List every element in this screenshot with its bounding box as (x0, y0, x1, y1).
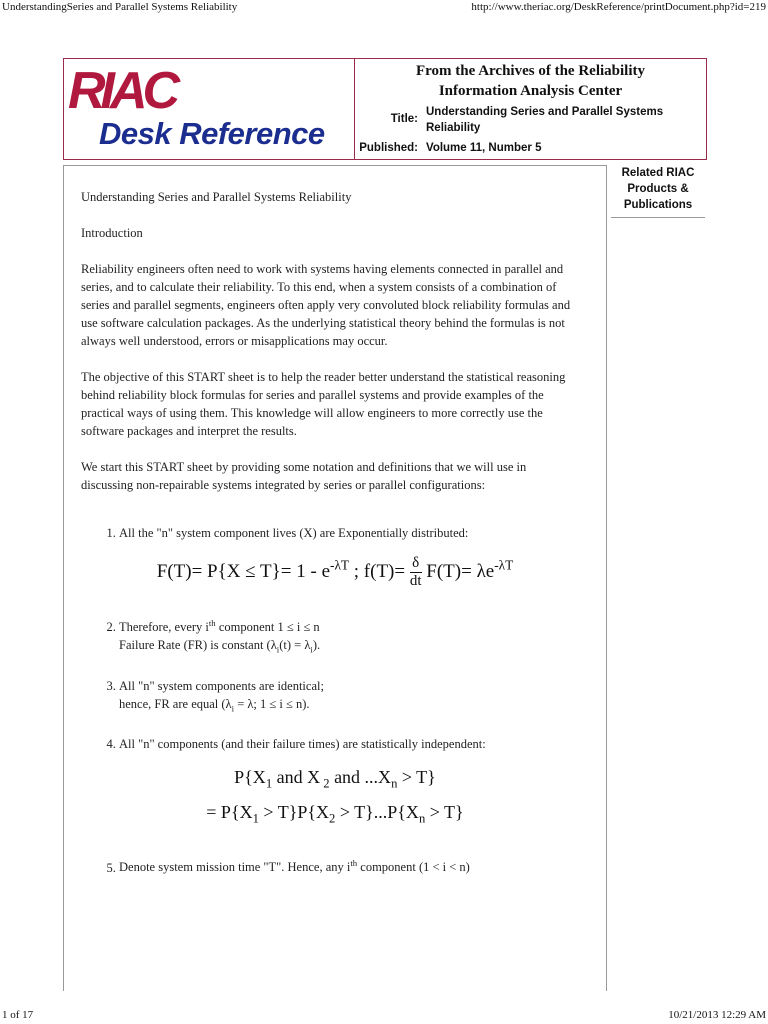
paragraph-1: Reliability engineers often need to work with systems having elements connected in parallel and series, and to calculate their reliability. To this end, when a system consists of a combination of series and parallel segments, engineers often apply very convoluted block reliability formulas and use software calculation packages. As the underlying statistical theory behind the formulas is not always well understood, errors or misapplications may occur. (81, 262, 571, 348)
title-value: Understanding Series and Parallel Systems Reliability (426, 106, 664, 134)
print-header-title: UnderstandingSeries and Parallel Systems Reliability (2, 1, 238, 13)
definitions-list (81, 524, 581, 877)
paragraph-2: The objective of this START sheet is to help the reader better understand the statistical reasoning behind reliability block formulas for series and parallel systems and provide examples of the practical ways of using them. This knowledge will allow engineers to more correctly use the software packages and interpret the results. (81, 370, 566, 438)
banner-info (355, 59, 706, 159)
document-body (81, 188, 581, 895)
related-products-link[interactable]: Related RIAC Products & Publications (611, 165, 705, 218)
logo-riac-text: RIAC (68, 62, 176, 120)
paragraph-3: We start this START sheet by providing some notation and definitions that we will use in discussing non-repairable systems integrated by series or parallel configurations: (81, 460, 527, 492)
print-footer (0, 1008, 768, 1024)
published-value: Volume 11, Number 5 (426, 142, 542, 154)
published-label: Published: (359, 142, 418, 154)
banner (63, 58, 707, 160)
introduction-heading: Introduction (81, 226, 143, 240)
list-item: 5. Denote system mission time "T". Hence, any $i^{th}$ component (1 < i < n) (119, 854, 581, 876)
title-label: Title: (390, 113, 418, 125)
independence-formula: $P\{X_1$ and X $_2$ and $...X_n > T$} = $P\{X_1 > T\}P\{X_2 > T\}...P\{X_n > T\}$ (206, 767, 464, 826)
document-title: Understanding Series and Parallel Systems Reliability (81, 190, 352, 204)
document-frame (63, 165, 607, 991)
print-header-url[interactable]: http://www.theriac.org/DeskReference/printDocument.php?id=219 (471, 1, 766, 13)
title-row (355, 104, 706, 136)
print-header (0, 0, 768, 16)
print-datetime: 10/21/2013 12:29 AM (668, 1009, 766, 1021)
exponential-formula: $F(T)= P\{X \le T\}= 1 - e^{-\lambda T}$ ; f(T)= $\frac{\delta}{dt}$ $F(T)= \lambda e^{-\lambda T}$ (156, 555, 514, 589)
archive-heading: From the Archives of the Reliability Information Analysis Center (416, 63, 645, 99)
logo-desk-reference-text: Desk Reference (99, 116, 325, 151)
list-item: 4. All "n" components (and their failure times) are statistically independent: $P\{X_1$ and X $_2$ and $...X_n > T$} = $P\{X_1 > T\}P\{X_2 > T\}...P\{X_n > T\}$ (119, 735, 581, 832)
list-item: 3. All "n" system components are identical; hence, FR are equal ($\lambda_i = \lambda$; 1 ≤ i ≤ n). (119, 677, 581, 718)
riac-logo (64, 59, 355, 159)
list-item: 2. Therefore, every $i^{th}$ component 1 ≤ i ≤ n Failure Rate (FR) is constant $(\lambda_i(t) = \lambda_i)$. (119, 614, 581, 659)
published-row (355, 140, 706, 156)
list-item: 1. All the "n" system component lives (X) are Exponentially distributed: $F(T)= P\{X \le T\}= 1 - e^{-\lambda T}$ ; f(T)= $\frac{\delta}{dt}$ $F(T)= \lambda e^{-\lambda T}$ (119, 524, 581, 590)
page-counter: 1 of 17 (2, 1009, 34, 1021)
